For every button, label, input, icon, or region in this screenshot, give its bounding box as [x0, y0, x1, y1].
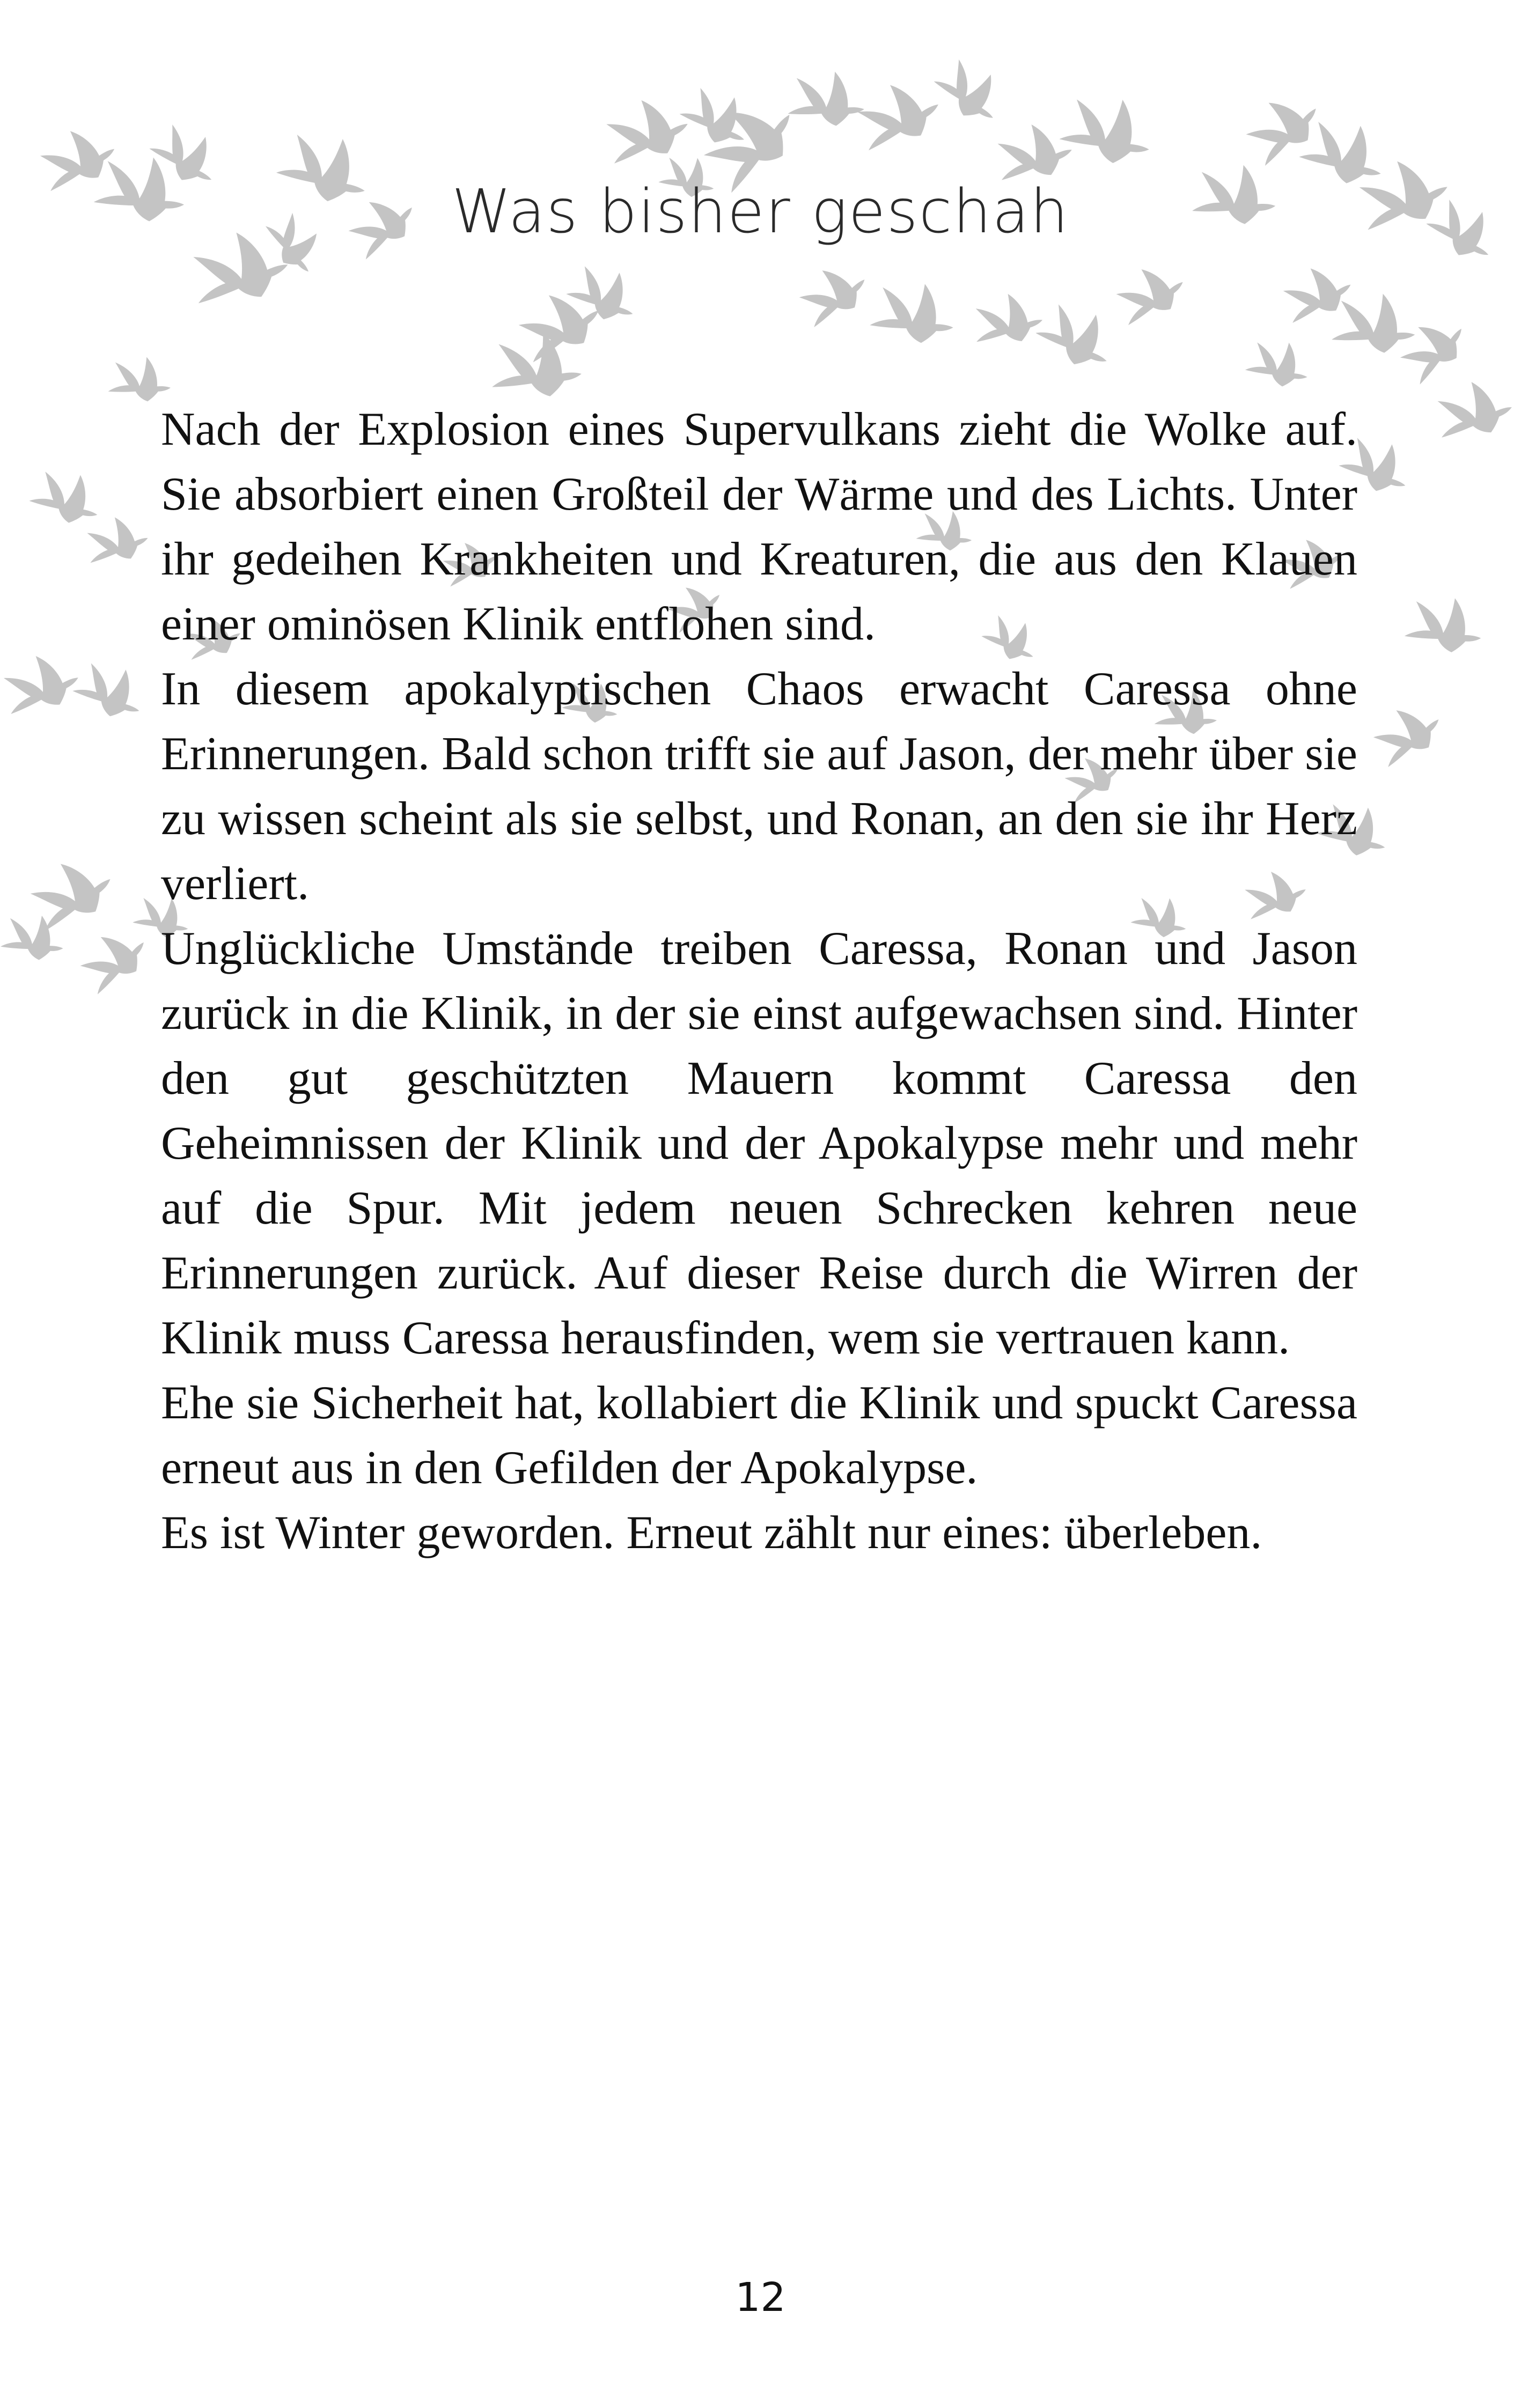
flying-bird-icon	[1244, 332, 1316, 393]
paragraph: Es ist Winter geworden. Erneut zählt nur eines: überleben.	[161, 1507, 1262, 1559]
flying-bird-icon	[72, 919, 155, 997]
flying-bird-icon	[1277, 257, 1357, 326]
flying-bird-icon	[1391, 306, 1474, 387]
flying-bird-icon	[71, 652, 153, 727]
page-title: Was bisher geschah	[452, 177, 1069, 247]
flying-bird-icon	[0, 647, 84, 717]
flying-bird-icon	[1433, 376, 1516, 441]
flying-bird-icon	[850, 72, 946, 154]
flying-bird-icon	[973, 291, 1044, 345]
flying-bird-icon	[787, 65, 870, 130]
flying-bird-icon	[1058, 84, 1162, 173]
flying-bird-icon	[993, 119, 1076, 184]
paragraph: Unglückliche Umstände treiben Caressa, Ronan und Jason zurück in die Klinik, in der sie einst aufgewachsen sind. Hinter den gut geschützten Mauern kommt Caressa den Geheimnissen der Klinik und der Apokalypse mehr und mehr auf die Spur. Mit jedem neuen Schrecken kehren neue Erinnerungen zurück. Auf dieser Reise durch die Wirren der Klinik muss Caressa herausfinden, wem sie vertrauen kann.	[161, 923, 1357, 1364]
flying-bird-icon	[1365, 694, 1448, 770]
flying-bird-icon	[931, 49, 1013, 131]
flying-bird-icon	[28, 460, 109, 533]
flying-bird-icon	[1033, 292, 1125, 379]
flying-bird-icon	[869, 273, 962, 350]
flying-bird-icon	[600, 90, 694, 167]
flying-bird-icon	[1404, 588, 1489, 658]
flying-bird-icon	[1109, 256, 1191, 328]
flying-bird-icon	[791, 254, 874, 330]
flying-bird-icon	[22, 848, 120, 934]
paragraph: Nach der Explosion eines Supervulkans zieht die Wolke auf. Sie absorbiert einen Großteil der Wärme und des Lichts. Unter ihr gedeihen Krankheiten und Kreaturen, die aus den Klauen einer ominösen Klinik entflohen sind.	[161, 403, 1357, 650]
paragraph: In diesem apokalyptischen Chaos erwacht Caressa ohne Erinnerungen. Bald schon trifft sie auf Jason, der mehr über sie zu wissen scheint als sie selbst, und Ronan, an den sie ihr Herz verliert.	[161, 663, 1357, 910]
page-number: 12	[735, 2274, 786, 2321]
story-summary	[161, 397, 1357, 1565]
flying-bird-icon	[1331, 286, 1421, 358]
paragraph: Ehe sie Sicherheit hat, kollabiert die Klinik und spuckt Caressa erneut aus in den Gefilden der Apokalypse.	[161, 1377, 1357, 1494]
flying-bird-icon	[83, 512, 151, 565]
